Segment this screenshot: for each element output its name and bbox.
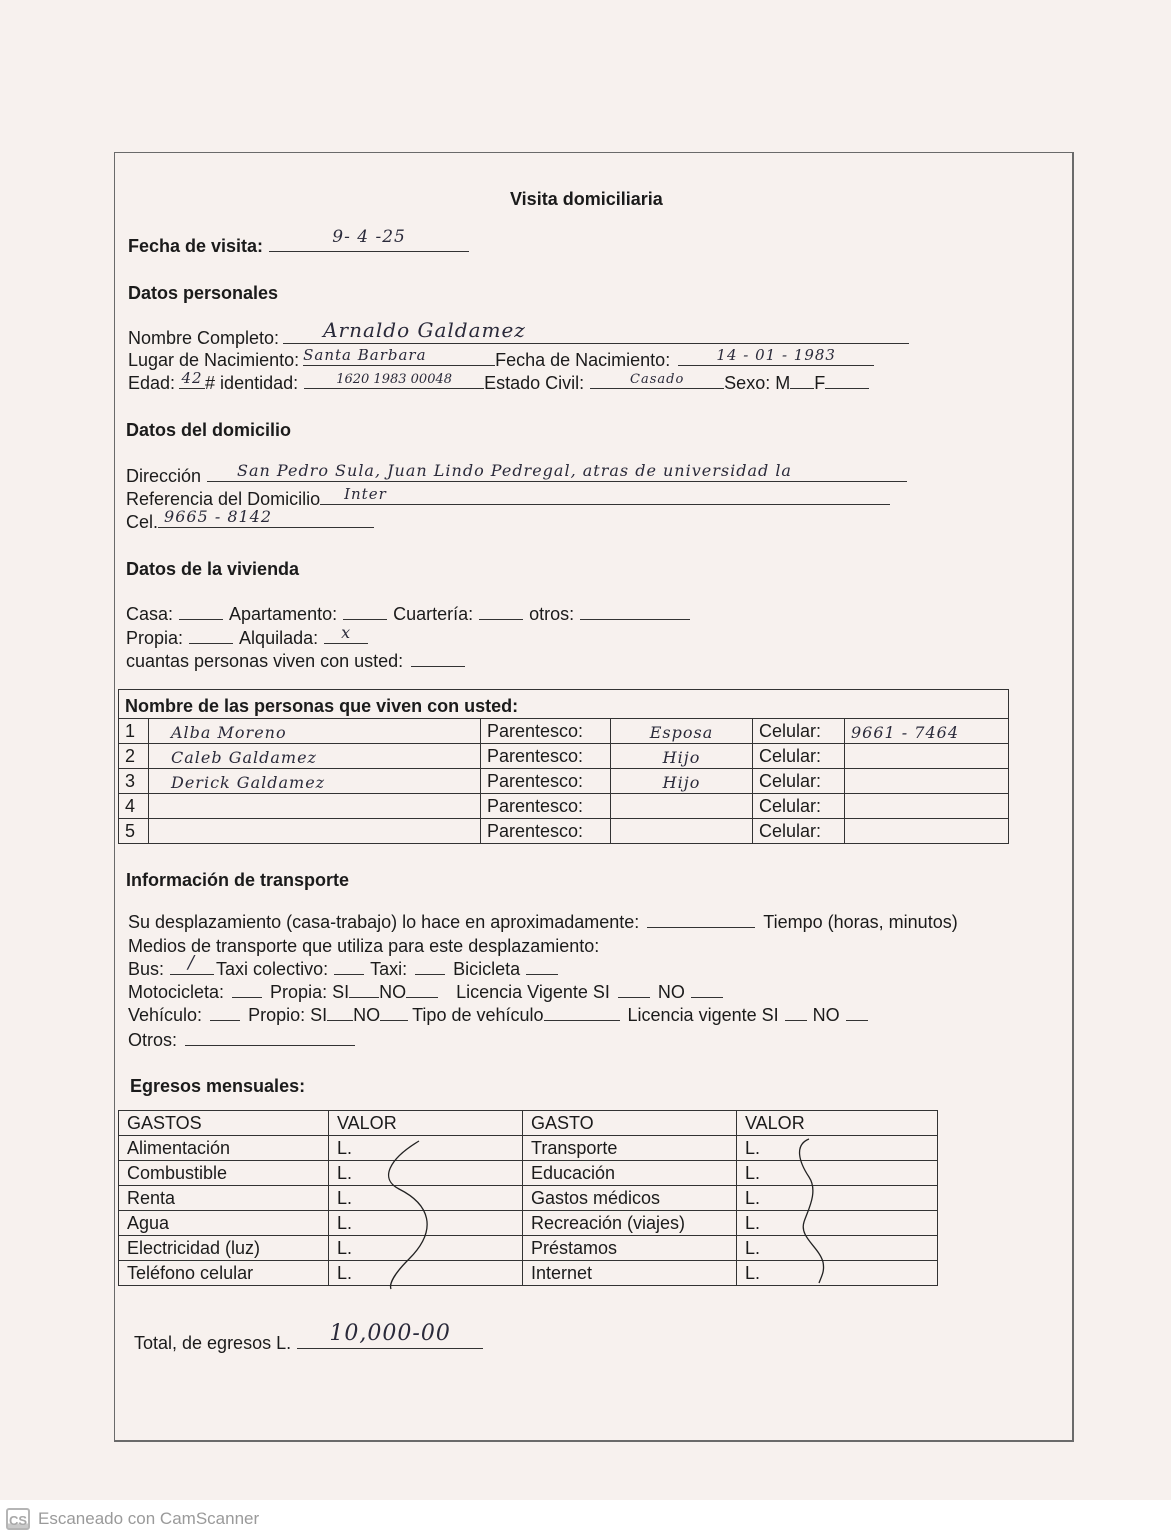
commute-unit-label: Tiempo (horas, minutos) [763, 912, 958, 932]
celular-value[interactable] [845, 744, 1008, 768]
parentesco-label-text: Parentesco: [487, 771, 584, 791]
person-name-text: Caleb Galdamez [171, 748, 317, 767]
celular-value[interactable] [845, 819, 1008, 843]
name-label: Nombre Completo: [128, 328, 280, 348]
bus-label: Bus: [128, 959, 165, 979]
alquilada-label: Alquilada: [239, 628, 319, 648]
visit-date-line[interactable] [269, 227, 469, 252]
col-gasto: GASTO [523, 1111, 737, 1135]
expense-name-left: Alimentación [119, 1136, 329, 1160]
person-row [119, 794, 1008, 819]
expense-name-right: Recreación (viajes) [523, 1211, 737, 1235]
age-label: Edad: [128, 373, 176, 393]
parentesco-label [481, 719, 611, 743]
cuantas-label: cuantas personas viven con usted: [126, 651, 404, 671]
person-number-text: 3 [125, 771, 136, 791]
celular-label-text: Celular: [759, 796, 822, 816]
moto-licencia-no-line[interactable] [691, 983, 723, 998]
personal-heading: Datos personales [128, 283, 279, 303]
propio-no-label: NO [353, 1005, 381, 1025]
person-name[interactable] [149, 769, 481, 793]
commute-line[interactable] [647, 913, 755, 928]
parentesco-value-text: Hijo [662, 773, 701, 792]
housing-type-row [126, 604, 690, 625]
propio-no-line[interactable] [380, 1006, 408, 1021]
celular-value[interactable] [845, 719, 1008, 743]
expense-value-right[interactable]: L. [745, 1213, 761, 1233]
id-line[interactable] [304, 374, 484, 389]
moto-licencia-si-line[interactable] [618, 983, 650, 998]
person-number-text: 5 [125, 821, 136, 841]
expense-value-left[interactable]: L. [329, 1186, 523, 1210]
expense-name-left: Electricidad (luz) [119, 1236, 329, 1260]
taxi-colectivo-line[interactable] [334, 960, 364, 975]
form-title: Visita domiciliaria [510, 189, 663, 209]
name-value: Arnaldo Galdamez [323, 318, 526, 342]
age-line[interactable] [179, 369, 205, 389]
celular-value-text: 9661 - 7464 [851, 723, 960, 742]
person-number [119, 819, 149, 843]
expense-name-right: Educación [523, 1161, 737, 1185]
moto-propia-label: Propia: SI [270, 982, 350, 1002]
casa-line[interactable] [179, 605, 223, 620]
expenses-header-row [119, 1111, 937, 1136]
person-row [119, 819, 1008, 843]
total-line[interactable] [297, 1321, 483, 1349]
people-table [118, 689, 1009, 844]
expenses-heading: Egresos mensuales: [130, 1076, 306, 1096]
person-number-text: 4 [125, 796, 136, 816]
expense-name-right: Gastos médicos [523, 1186, 737, 1210]
moto-propia-si-line[interactable] [349, 983, 379, 998]
expense-name-right: Préstamos [523, 1236, 737, 1260]
direccion-label: Dirección [126, 466, 202, 486]
people-table-heading: Nombre de las personas que viven con usted: [119, 690, 1008, 719]
celular-label-text: Celular: [759, 721, 822, 741]
person-number-text: 2 [125, 746, 136, 766]
propia-line[interactable] [189, 629, 233, 644]
parentesco-value[interactable] [611, 769, 753, 793]
alquilada-mark: x [341, 623, 352, 642]
sex-f-label: F [814, 373, 826, 393]
celular-label-text: Celular: [759, 771, 822, 791]
visit-date-field [128, 227, 469, 257]
parentesco-label [481, 794, 611, 818]
moto-licencia-label: Licencia Vigente SI [456, 982, 610, 1002]
person-name-text: Derick Galdamez [171, 773, 326, 792]
parentesco-label [481, 744, 611, 768]
person-row [119, 744, 1008, 769]
celular-label [753, 794, 845, 818]
col-valor-left: VALOR [329, 1111, 523, 1135]
moto-label: Motocicleta: [128, 982, 225, 1002]
expense-value-right[interactable]: L. [745, 1163, 761, 1183]
expense-value-right[interactable]: L. [745, 1263, 761, 1283]
parentesco-label-text: Parentesco: [487, 721, 584, 741]
expense-value-left[interactable]: L. [329, 1136, 523, 1160]
expense-name-left: Agua [119, 1211, 329, 1235]
tipo-line[interactable] [544, 1006, 620, 1021]
sex-m-line[interactable] [790, 374, 814, 389]
total-value: 10,000-00 [329, 1321, 451, 1346]
expense-name-left: Renta [119, 1186, 329, 1210]
celular-label [753, 744, 845, 768]
otros-transport-line[interactable] [185, 1031, 355, 1046]
transport-heading: Información de transporte [126, 870, 350, 890]
civil-label: Estado Civil: [484, 373, 585, 393]
otros-line[interactable] [580, 605, 690, 620]
civil-value: Casado [630, 372, 685, 387]
birthplace-value: Santa Barbara [303, 346, 427, 364]
parentesco-value[interactable] [611, 719, 753, 743]
cel-value: 9665 - 8142 [164, 507, 273, 526]
taxi-line[interactable] [415, 960, 445, 975]
parentesco-value[interactable] [611, 819, 753, 843]
housing-heading: Datos de la vivienda [126, 559, 300, 579]
otros-label: otros: [529, 604, 575, 624]
tipo-label: Tipo de vehículo [412, 1005, 544, 1025]
celular-label [753, 769, 845, 793]
cuarteria-label: Cuartería: [393, 604, 474, 624]
vehiculo-licencia-no-label: NO [812, 1005, 840, 1025]
cuantas-line[interactable] [411, 652, 465, 667]
alquilada-line[interactable] [324, 623, 368, 644]
expense-name-right: Transporte [523, 1136, 737, 1160]
direccion-field [126, 461, 907, 487]
person-row [119, 719, 1008, 744]
referencia-value: Inter [344, 485, 387, 503]
bus-row [128, 952, 558, 980]
expense-value-left[interactable]: L. [329, 1161, 523, 1185]
celular-label [753, 719, 845, 743]
birthplace-label: Lugar de Nacimiento: [128, 350, 300, 370]
moto-licencia-no-label: NO [657, 982, 685, 1002]
id-row [128, 369, 869, 394]
propia-label: Propia: [126, 628, 184, 648]
direccion-value: San Pedro Sula, Juan Lindo Pedregal, atras de universidad la [237, 461, 792, 480]
sex-f-line[interactable] [825, 374, 869, 389]
apartamento-line[interactable] [343, 605, 387, 620]
col-valor-right: VALOR [745, 1113, 805, 1133]
propio-si-line[interactable] [327, 1006, 353, 1021]
expense-name-left: Teléfono celular [119, 1261, 329, 1285]
vehiculo-row [128, 1005, 868, 1026]
id-label: # identidad: [205, 373, 299, 393]
taxi-colectivo-label: Taxi colectivo: [216, 959, 329, 979]
cuarteria-line[interactable] [479, 605, 523, 620]
parentesco-label-text: Parentesco: [487, 746, 584, 766]
moto-line[interactable] [232, 983, 262, 998]
person-name[interactable] [149, 719, 481, 743]
parentesco-label [481, 819, 611, 843]
visit-date-value: 9- 4 -25 [332, 227, 406, 247]
person-name[interactable] [149, 744, 481, 768]
visit-date-label: Fecha de visita: [128, 236, 264, 256]
vehiculo-label: Vehículo: [128, 1005, 203, 1025]
birthdate-value: 14 - 01 - 1983 [716, 346, 836, 364]
id-value: 1620 1983 00048 [336, 372, 453, 387]
cel-field [126, 507, 374, 533]
total-label: Total, de egresos L. [134, 1333, 292, 1353]
vehiculo-licencia-label: Licencia vigente SI [627, 1005, 779, 1025]
age-value: 42 [181, 369, 203, 387]
casa-label: Casa: [126, 604, 174, 624]
parentesco-label [481, 769, 611, 793]
birthdate-label: Fecha de Nacimiento: [495, 350, 671, 370]
cel-label: Cel. [126, 512, 159, 532]
name-line[interactable] [283, 318, 909, 344]
expense-value-left[interactable]: L. [329, 1236, 523, 1260]
person-name-text: Alba Moreno [171, 723, 287, 742]
propio-label: Propio: SI [248, 1005, 328, 1025]
person-number [119, 719, 149, 743]
moto-propia-no-line[interactable] [406, 983, 438, 998]
expense-name-left: Combustible [119, 1161, 329, 1185]
civil-line[interactable] [590, 374, 724, 389]
celular-value[interactable] [845, 794, 1008, 818]
expense-value-left[interactable]: L. [329, 1211, 523, 1235]
scanner-footer [0, 1500, 1171, 1539]
vehiculo-line[interactable] [210, 1006, 240, 1021]
total-row [134, 1321, 483, 1354]
person-number [119, 769, 149, 793]
parentesco-value-text: Hijo [662, 748, 701, 767]
birthplace-line[interactable] [303, 346, 495, 366]
parentesco-label-text: Parentesco: [487, 796, 584, 816]
scanner-text: Escaneado con CamScanner [38, 1509, 260, 1528]
expenses-table [118, 1110, 938, 1286]
parentesco-value[interactable] [611, 794, 753, 818]
otros-transport-label: Otros: [128, 1030, 178, 1050]
person-number [119, 794, 149, 818]
birthdate-line[interactable] [678, 346, 874, 366]
expense-value-left[interactable]: L. [329, 1261, 523, 1285]
person-row [119, 769, 1008, 794]
tenure-row [126, 623, 368, 649]
medios-label: Medios de transporte que utiliza para este desplazamiento: [128, 936, 600, 956]
camscanner-logo-icon: CS [6, 1508, 30, 1530]
expense-name-right: Internet [523, 1261, 737, 1285]
expense-value-right[interactable]: L. [745, 1138, 761, 1158]
bicicleta-label: Bicicleta [453, 959, 521, 979]
person-number [119, 744, 149, 768]
scribble-right-icon [789, 1137, 849, 1287]
parentesco-value[interactable] [611, 744, 753, 768]
commute-label: Su desplazamiento (casa-trabajo) lo hace en aproximadamente: [128, 912, 640, 932]
birth-row [128, 346, 874, 371]
cuantas-row [126, 651, 465, 672]
parentesco-label-text: Parentesco: [487, 821, 584, 841]
person-number-text: 1 [125, 721, 136, 741]
address-heading: Datos del domicilio [126, 420, 292, 440]
celular-value[interactable] [845, 769, 1008, 793]
taxi-label: Taxi: [370, 959, 408, 979]
otros-transport-row [128, 1030, 355, 1051]
bus-line[interactable] [170, 952, 214, 975]
vehiculo-licencia-si-line[interactable] [785, 1006, 807, 1021]
expense-value-right[interactable]: L. [745, 1238, 761, 1258]
celular-label-text: Celular: [759, 746, 822, 766]
bicicleta-line[interactable] [526, 960, 558, 975]
celular-label [753, 819, 845, 843]
vehiculo-licencia-no-line[interactable] [846, 1006, 868, 1021]
apartamento-label: Apartamento: [229, 604, 338, 624]
direccion-line[interactable] [207, 461, 907, 482]
sex-label: Sexo: M [724, 373, 791, 393]
commute-row [128, 912, 958, 933]
person-name[interactable] [149, 794, 481, 818]
referencia-label: Referencia del Domicilio [126, 489, 321, 509]
referencia-line[interactable] [320, 485, 890, 505]
scribble-left-icon [369, 1139, 449, 1289]
person-name[interactable] [149, 819, 481, 843]
col-gastos: GASTOS [119, 1111, 329, 1135]
celular-label-text: Celular: [759, 821, 822, 841]
expense-value-right[interactable]: L. [745, 1188, 761, 1208]
bus-mark: / [188, 952, 196, 973]
parentesco-value-text: Esposa [649, 723, 714, 742]
cel-line[interactable] [158, 507, 374, 528]
moto-row [128, 982, 723, 1003]
moto-no-label: NO [379, 982, 407, 1002]
